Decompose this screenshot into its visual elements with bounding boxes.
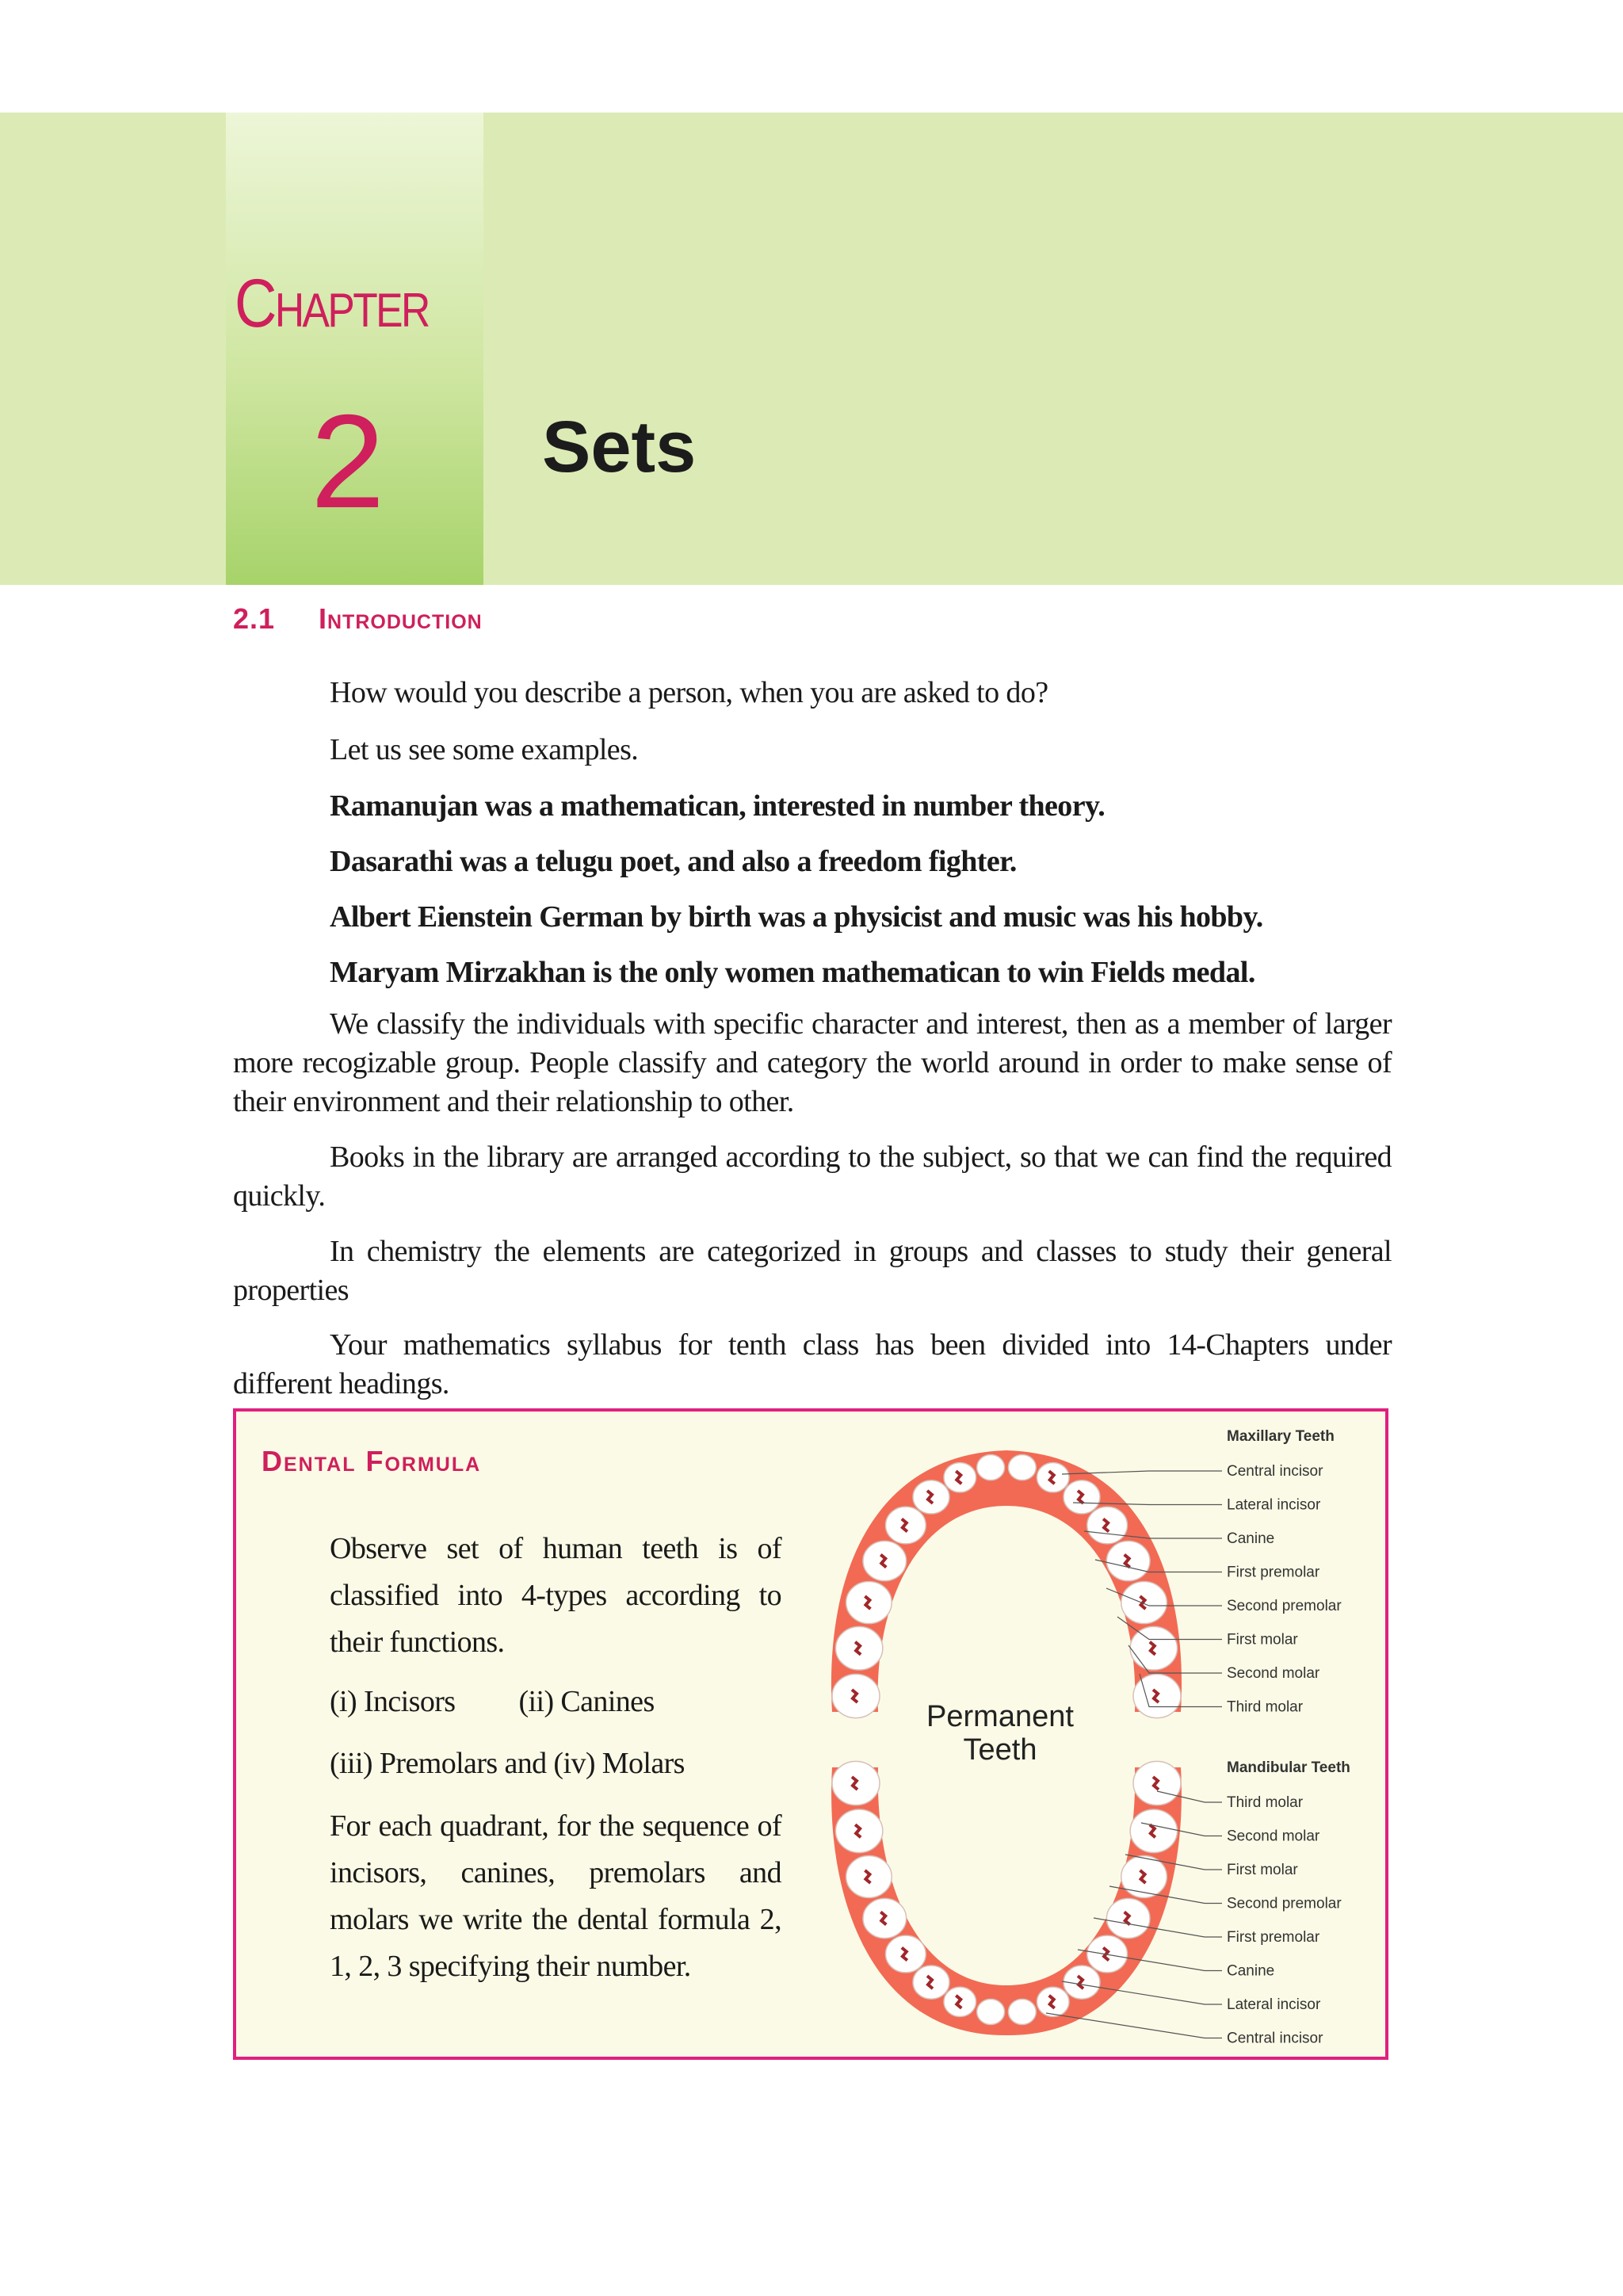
- mandibular-label: Canine: [1227, 1962, 1275, 1980]
- paragraph: We classify the individuals with specific character and interest, then as a member of larger more recogizable group. People classify and category the world around in order to make sense of their environment and their relationship to other.: [233, 1007, 1392, 1118]
- tooth-pulp: [865, 1596, 870, 1609]
- tooth-pulp: [852, 1690, 857, 1702]
- maxillary-label: First premolar: [1227, 1564, 1320, 1581]
- tooth-pulp: [1153, 1690, 1159, 1702]
- example-einstein: Albert Eienstein German by birth was a physicist and music was his hobby.: [330, 900, 1263, 934]
- mandibular-label: Second molar: [1227, 1828, 1320, 1845]
- mandibular-label: First molar: [1227, 1862, 1298, 1878]
- mandibular-label: Third molar: [1227, 1794, 1304, 1811]
- upper-tooth: [1008, 1455, 1036, 1480]
- permanent-teeth-diagram: [808, 1419, 1379, 2053]
- incisors-label: (i) Incisors: [330, 1685, 456, 1718]
- tooth-pulp: [855, 1642, 861, 1655]
- lower-tooth: [977, 1999, 1005, 2024]
- tooth-pulp: [880, 1555, 886, 1568]
- section-number: 2.1: [233, 602, 276, 635]
- tooth-pulp: [1049, 1471, 1055, 1484]
- mandibular-label: Second premolar: [1227, 1895, 1342, 1912]
- center-label-permanent: Permanent: [926, 1700, 1074, 1733]
- paragraph: Let us see some examples.: [330, 733, 639, 766]
- tooth-pulp: [1125, 1555, 1130, 1568]
- tooth-pulp: [1150, 1824, 1155, 1837]
- example-mirzakhan: Maryam Mirzakhan is the only women mathematican to win Fields medal.: [330, 956, 1255, 989]
- tooth-pulp: [1125, 1912, 1130, 1924]
- maxillary-label: Second premolar: [1227, 1598, 1342, 1614]
- example-dasarathi: Dasarathi was a telugu poet, and also a freedom fighter.: [330, 845, 1017, 878]
- dental-heading: Dental Formula: [262, 1445, 482, 1477]
- tooth-pulp: [1150, 1642, 1155, 1655]
- maxillary-label: Lateral incisor: [1227, 1496, 1321, 1514]
- example-ramanujan: Ramanujan was a mathematican, interested in number theory.: [330, 789, 1106, 823]
- tooth-pulp: [1140, 1870, 1146, 1883]
- upper-tooth: [977, 1455, 1005, 1480]
- tooth-pulp: [956, 1996, 961, 2008]
- maxillary-label: Canine: [1227, 1530, 1275, 1547]
- dental-paragraph: For each quadrant, for the sequence of incisors, canines, premolars and molars we write the dental formula 2, 1, 2, 3 specifying their number.: [330, 1809, 781, 1983]
- chapter-word: Chapter: [235, 266, 429, 342]
- tooth-types-line: [330, 1679, 781, 1725]
- paragraph: How would you describe a person, when you are asked to do?: [330, 676, 1048, 709]
- section-title: Introduction: [319, 602, 483, 635]
- tooth-pulp: [880, 1912, 886, 1924]
- dental-paragraph: Observe set of human teeth is of classified into 4-types according to their functions.: [330, 1532, 781, 1659]
- mandibular-label: Central incisor: [1227, 2030, 1323, 2047]
- mandibular-label: Lateral incisor: [1227, 1996, 1321, 2013]
- tooth-pulp: [852, 1777, 857, 1790]
- maxillary-label: Second molar: [1227, 1665, 1320, 1682]
- maxillary-label: Third molar: [1227, 1698, 1304, 1716]
- tooth-pulp: [1103, 1519, 1109, 1531]
- tooth-pulp: [927, 1976, 933, 1988]
- tooth-pulp: [956, 1471, 961, 1484]
- chapter-number: 2: [311, 387, 385, 536]
- tooth-pulp: [902, 1948, 907, 1961]
- mandibular-title: Mandibular Teeth: [1227, 1759, 1350, 1776]
- tooth-pulp: [865, 1870, 870, 1883]
- paragraph: In chemistry the elements are categorized in groups and classes to study their general properties: [233, 1235, 1392, 1307]
- tooth-types-line: (iii) Premolars and (iv) Molars: [330, 1747, 685, 1780]
- leader-line: [1046, 2013, 1222, 2038]
- tooth-pulp: [1078, 1976, 1083, 1988]
- center-label-teeth: Teeth: [963, 1733, 1037, 1767]
- chapter-title: Sets: [542, 407, 697, 487]
- lower-tooth: [1008, 1999, 1036, 2024]
- mandibular-label: First premolar: [1227, 1929, 1320, 1946]
- maxillary-label: Central incisor: [1227, 1463, 1323, 1480]
- tooth-pulp: [902, 1519, 907, 1531]
- tooth-pulp: [927, 1491, 933, 1503]
- paragraph: Your mathematics syllabus for tenth class has been divided into 14-Chapters under different headings.: [233, 1328, 1392, 1400]
- tooth-pulp: [1078, 1491, 1083, 1503]
- maxillary-title: Maxillary Teeth: [1227, 1428, 1335, 1445]
- tooth-pulp: [1049, 1996, 1055, 2008]
- canines-label: (ii) Canines: [518, 1685, 655, 1718]
- paragraph: Books in the library are arranged according to the subject, so that we can find the required quickly.: [233, 1140, 1392, 1213]
- tooth-pulp: [1153, 1777, 1159, 1790]
- tooth-pulp: [855, 1824, 861, 1837]
- maxillary-label: First molar: [1227, 1631, 1298, 1648]
- section-heading: [233, 602, 483, 636]
